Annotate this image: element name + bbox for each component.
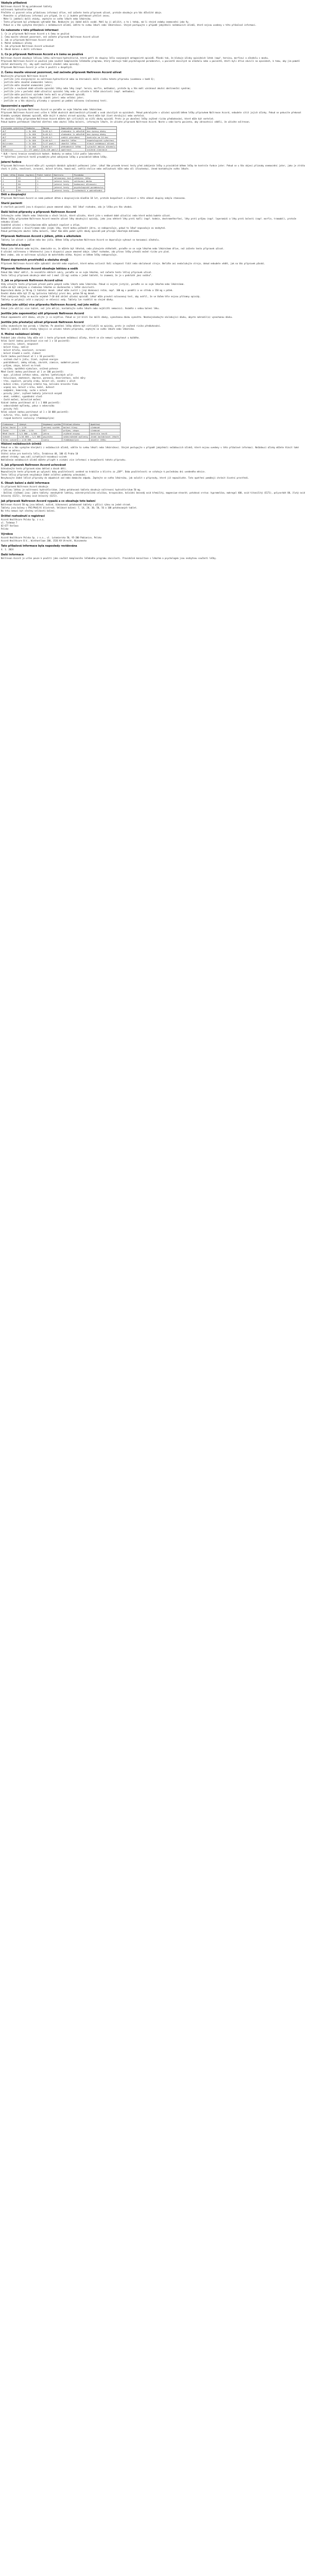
section-text: Přípravek Naltrexon Accord může způsobit závratě nebo ospalost, které mohou ovlivnit Vaši schopnost řídit nebo obsluhovat stroje. Neřiďte ani neobsluhujte stroje, dokud nebudete vědět, jak na Vás přípravek působí. <box>1 262 265 265</box>
table-cell: opatrnost <box>60 148 86 151</box>
table-cell: 0–40 U/l <box>42 130 60 133</box>
section-text: Accord Healthcare Polska Sp. z o.o. ul. Taśmowa 7 02-677 Varšava Polsko <box>1 518 45 530</box>
section-text: 4. 1. 2024 <box>1 548 14 551</box>
section-heading: 5. Jak přípravek Naltrexon Accord uchovávat <box>1 464 66 467</box>
table-cell: bez úpravy dávky <box>86 130 117 133</box>
table-cell: 1 <box>2 177 17 180</box>
table-cell: GIT <box>42 429 62 432</box>
table-cell: ihned kontaktovat lékaře <box>89 435 120 438</box>
table-cell: přehodnotit léčbu <box>60 145 86 148</box>
paragraph-gap <box>1 265 306 267</box>
paragraph-gap <box>1 543 306 544</box>
section-text: Uchovávejte tento přípravek mimo dohled a dosah dětí. Nepoužívejte tento přípravek po uplynutí doby použitelnosti uvedené na krabičce a blistru za „EXP“. Doba použitelnosti se vztahuje k poslednímu dni uvedeného měsíce. Tento léčivý přípravek nevyžaduje žádné zvláštní podmínky uchovávání. Nevyhazujte žádné léčivé přípravky do odpadních vod nebo domácího odpadu. Zeptejte se svého lékárníka, jak naložit s přípravky, které již nepoužíváte. Tato opatření pomáhají chránit životní prostředí. <box>1 467 249 479</box>
paragraph-gap <box>1 513 306 514</box>
table-cell: Velmi časté <box>2 426 18 429</box>
table-header-cell: Příklad účinku <box>62 423 89 426</box>
table-cell: 1/100 – 1/10 <box>18 429 42 432</box>
section-text: U starších pacientů jsou k dispozici pouze omezené údaje. Váš lékař rozhodne, zda je léčba pro Vás vhodná. <box>1 206 133 208</box>
table-header-cell: Frekvence <box>2 423 18 426</box>
section-text: Přípravek Naltrexon Accord se nemá podávat dětem a dospívajícím mladším 18 let, protože bezpečnost a účinnost u této věkové skupiny nebyla stanovena. <box>1 197 186 199</box>
section-heading: Starší pacienti <box>1 202 22 205</box>
table-cell: 12 <box>2 189 17 192</box>
section-text: Naltrexon Accord obsahuje léčivou látku naltrexon-hydrochlorid, která patří do skupiny léčiv nazývaných antagonisté opioidů. Působí tak, že blokuje účinky opioidních látek (např. heroinu, morfinu) a alkoholu v mozku. Přípravek Naltrexon Accord se používá jako součást komplexního léčebného programu, který zahrnuje také psychologické poradenství, u pacientů závislých na alkoholu nebo u pacientů, kteří byli dříve závislí na opioidech, k tomu, aby jim pomohl zůstat abstinenty (tj. aby opět neužívali alkohol nebo opioidy). Přípravek Naltrexon Accord je určen k použití u dospělých. <box>1 57 300 69</box>
section-heading: Jestliže jste přestal(a) užívat přípravek Naltrexon Accord <box>1 321 84 324</box>
paragraph-gap <box>1 159 306 160</box>
table-cell: 3–5× ULN <box>25 136 42 139</box>
section-heading: Výrobce <box>1 533 13 536</box>
table-cell: ALT <box>2 130 25 133</box>
table-cell: ukončit léčbu <box>60 139 86 142</box>
table-cell: 1/10 000 – 1/1 000 <box>18 435 42 438</box>
table-cell: sebevražedné myšlenky <box>62 435 89 438</box>
section-text: Přípravek Naltrexon Accord může při vysokých dávkách způsobit poškození jater. Lékař Vám provede krevní testy před zahájením léčby a pravidelně během léčby ke kontrole funkce jater. Pokud se u Vás objeví příznaky onemocnění jater, jako je ztráta chuti k jídlu, nevolnost, zvracení, bolest břicha, tmavá moč, světlá stolice nebo zežloutnutí kůže nebo očí (žloutenka), ihned kontaktujte svého lékaře. <box>1 164 306 170</box>
paragraph-gap <box>1 209 306 210</box>
table-cell: sledovat <box>89 426 120 429</box>
table-cell: udržovací dávka <box>73 180 105 183</box>
section-text: Tablety lze užívat s jídlem nebo bez jídla. Během léčby přípravkem Naltrexon Accord se doporučuje vyhnout se konzumaci alkoholu. <box>1 239 160 241</box>
table-header-cell: Týden léčby <box>2 174 17 177</box>
table-cell: > 2× ULN <box>25 142 42 145</box>
leaflet-page <box>0 0 307 563</box>
paragraph-gap <box>1 103 306 104</box>
leaflet-document <box>1 2 306 562</box>
section-heading: 3. Jak se přípravek Naltrexon Accord užívá <box>1 279 63 282</box>
section-heading: Jak přípravek Naltrexon Accord vypadá a co obsahuje toto balení <box>1 500 96 503</box>
section-heading: Další léčivé přípravky a přípravek Naltrexon Accord <box>1 211 76 214</box>
table-header-cell: Kontrola <box>53 174 73 177</box>
table-cell: rhabdomyolýza <box>62 438 89 442</box>
section-heading: Vázbyla příbalová <box>1 2 27 5</box>
section-text: Pokud Vám lékař sdělil, že nesnášíte některé cukry, poraďte se se svým lékařem, než začnete tento léčivý přípravek užívat. Tento léčivý přípravek obsahuje méně než 1 mmol (23 mg) sodíku v jedné tabletě, to znamená, že je v podstatě „bez sodíku“. <box>1 271 152 277</box>
table-cell: naloxonový test <box>53 177 73 180</box>
table-cell: AST <box>2 133 25 136</box>
table-cell: 1 <box>36 186 53 189</box>
table-cell: < 3× ULN <box>25 133 42 136</box>
section-heading: Přípravek Naltrexon Accord obsahuje laktózu a sodík <box>1 267 78 270</box>
section-text: Pokud jste těhotná nebo kojíte, domníváte se, že můžete být těhotná, nebo plánujete otěhotnět, poraďte se se svým lékařem nebo lékárníkem dříve, než začnete tento přípravek užívat. O užívání naltrexonu v těhotenství jsou k dispozici pouze omezené údaje. Lékař rozhodne, zda přínos léčby převáží možné riziko pro plod. Není známo, zda se naltrexon vylučuje do mateřského mléka. Kojení se během léčby nedoporučuje. <box>1 247 225 256</box>
table-cell: vyloučit abúzus alkoholu <box>86 145 117 148</box>
paragraph-gap <box>1 277 306 279</box>
paragraph-gap <box>1 171 306 172</box>
section-heading: Upozornění a opatření <box>1 105 33 108</box>
section-text: Naltrexon Accord 50 mg potahované tablety naltrexoni hydrochloridum Přečtěte si pozorně celou příbalovou informaci dříve, než začnete tento přípravek užívat, protože obsahuje pro Vás důležité údaje. - Ponechte si příbalovou informaci pro případ, že si ji budete potřebovat přečíst znovu. - Máte-li jakékoli další otázky, zeptejte se svého lékaře nebo lékárníka. - Tento přípravek byl předepsán výhradně Vám. Nedávejte jej žádné další osobě. Mohl by jí ublížit, a to i tehdy, má-li stejné známky onemocnění jako Vy. - Pokud se u Vás vyskytne kterýkoli z nežádoucích účinků, sdělte to svému lékaři nebo lékárníkovi. Stejně postupujte v případě jakýchkoli nežádoucích účinků, které nejsou uvedeny v této příbalové informaci. <box>1 5 257 26</box>
table-cell: zvýšené enzymy <box>62 432 89 435</box>
table-cell: hepatologické vyšetření <box>86 139 117 142</box>
table-cell: Vzácné <box>2 435 18 438</box>
table-header-cell: Výskyt <box>18 423 42 426</box>
section-heading: 4. Možné nežádoucí účinky <box>1 333 40 336</box>
paragraph-gap <box>1 462 306 463</box>
section-text: Podobně jako všechny léky může mít i tento přípravek nežádoucí účinky, které se ale nemusí vyskytnout u každého. Velmi časté (mohou postihnout více než 1 z 10 pacientů): - nervozita, úzkost, nespavost - bolest hlavy, neklid - bolest břicha, nevolnost, zvracení - bolest kloubů a svalů, slabost Časté (mohou postihnout až 1 z 10 pacientů): - snížená chuť k jídlu, žízeň, zvýšená energie - podrážděnost, změny nálady, závratě, zimnice, nadměrné pocení - průjem, zácpa, bolest na hrudi - vyrážka, opožděná ejakulace, snížená potence Méně časté (mohou postihnout až 1 ze 100 pacientů): - opar, plísňová infekce nohou, zduření lymfatických uzlin - halucinace, zmatenost, deprese, paranoia, dezorientace, noční můry - třes, ospalost, poruchy zraku, bolest očí, zvonění v uších - bušení srdce, zrychlený srdeční tep, kolísání krevního tlaku - ucpaný nos, bolest v krku, kašel, dušnost - nadýmání, hemoroidy, sucho v ústech - poruchy jater, zvýšené hodnoty jaterních enzymů - akné, svědění, vypadávání vlasů - časté močení, bolestivé močení Vzácné (mohou postihnout až 1 z 1 000 pacientů): - sebevražedné myšlenky, pokus o sebevraždu - poruchy řeči Velmi vzácné (mohou postihnout až 1 z 10 000 pacientů): - euforie, třes, kožní vyrážka - rozpad kosterní svaloviny (rhabdomyolýza) <box>1 336 140 419</box>
section-heading: 2. Čemu musíte věnovat pozornost, než začnete přípravek Naltrexon Accord užívat <box>1 71 122 74</box>
table-cell: ALT <box>2 136 25 139</box>
table-cell: sledovat <box>89 429 120 432</box>
table-header-cell: Orgánový systém <box>42 423 62 426</box>
table-cell: sledování 1× měsíčně <box>60 133 86 136</box>
paragraph-gap <box>1 331 306 332</box>
paragraph-gap <box>1 124 306 125</box>
table-header-cell: Doporučený postup <box>60 127 86 130</box>
table-header-cell: Hodnota <box>25 127 42 130</box>
paragraph-gap <box>1 551 306 553</box>
table-cell: 8 <box>2 186 17 189</box>
paragraph-gap <box>1 69 306 71</box>
table-cell: AST <box>2 139 25 142</box>
section-heading: Co naleznete v této příbalové informaci <box>1 29 59 32</box>
section-heading: 6. Obsah balení a další informace <box>1 482 50 485</box>
section-text: Naltrexon Accord 50 mg jsou béžové, oválné, bikonvexní potahované tablety s půlicí rýhou na jedné straně. Tablety jsou baleny v PVC/PVdC/Al blistrech. Velikost balení: 7, 14, 28, 30, 50, 56 a 100 potahovaných tablet. Na trhu nemusí být všechny velikosti balení. <box>1 503 138 512</box>
table-cell: jaterní testy <box>53 189 73 192</box>
table-header-cell: Poznámka <box>73 174 105 177</box>
section-text: * ULN – horní hranice normálních hodnot. Hodnoty se mohou lišit podle laboratoře. ** Vyšetření jaterních testů provádějte před zahájením léčby a pravidelně během léčby. <box>1 152 108 158</box>
data-table <box>1 173 105 192</box>
table-cell: > 3× ULN <box>25 145 42 148</box>
section-text: Vždy užívejte tento přípravek přesně podle pokynů svého lékaře nebo lékárníka. Pokud si nejste jistý(á), poraďte se se svým lékařem nebo lékárníkem. Léčba má být zahájena a sledována lékařem se zkušenostmi v léčbě závislostí. Doporučená dávka je 50 mg (1 tableta) denně. Lékař může zvolit i jiný dávkovací režim, např. 100 mg v pondělí a ve středu a 150 mg v pátek. Úvodní dávka může být 25 mg (polovina tablety) první den, potom 50 mg denně. Před zahájením léčby se musíte nejméně 7–10 dnů zdržet užívání opioidů. Lékař může provést naloxonový test, aby ověřil, že ve Vašem těle nejsou přítomny opioidy. Tablety se polykají celé a zapíjejí se sklenicí vody. Tablety lze rozdělit na stejné dávky. <box>1 283 201 301</box>
section-heading: Hlášení nežádoucích účinků <box>1 443 42 446</box>
section-heading: Přípravek Naltrexon Accord s jídlem, pitím a alkoholem <box>1 235 81 238</box>
paragraph-gap <box>1 51 306 53</box>
table-header-cell: Poznámka <box>86 127 117 130</box>
table-cell: Kreatinin <box>2 148 25 151</box>
section-heading: Děti a dospívající <box>1 193 26 196</box>
table-cell: jaterní testy <box>53 186 73 189</box>
paragraph-gap <box>1 310 306 312</box>
paragraph-gap <box>1 560 306 562</box>
table-cell: Bilirubin <box>2 142 25 145</box>
paragraph-gap <box>1 420 306 421</box>
section-heading: Tato příbalová informace byla naposledy revidována <box>1 545 77 548</box>
table-header-cell: Opatření <box>89 423 120 426</box>
table-cell: 1/1 000 – 1/100 <box>18 432 42 435</box>
table-header-cell: Norma <box>42 127 60 130</box>
table-cell: 0–40 U/l <box>42 139 60 142</box>
table-cell: Méně časté <box>2 432 18 435</box>
table-cell: 3–17 µmol/l <box>42 142 60 145</box>
table-cell: Velmi vzácné <box>2 438 18 442</box>
section-heading: Jestliže jste zapomněl(a) užít přípravek Naltrexon Accord <box>1 312 84 315</box>
table-cell: jaterní testy <box>53 180 73 183</box>
table-cell: > 177 µmol/l <box>25 148 42 151</box>
table-cell: 0–40 U/l <box>42 133 60 136</box>
table-cell: rozhodnutí o pokračování <box>73 189 105 192</box>
table-cell: hlásit nežádoucí účinek <box>86 142 117 145</box>
paragraph-gap <box>1 257 306 258</box>
table-cell: 1/2 <box>36 177 53 180</box>
section-text: Léčbu neukončujte bez porady s lékařem. Po ukončení léčby můžete být citlivější na opioidy, proto je zvýšené riziko předávkování. Máte-li jakékoli další otázky týkající se užívání tohoto přípravku, zeptejte se svého lékaře nebo lékárníka. <box>1 325 161 330</box>
table-cell: 0–60 U/l <box>42 145 60 148</box>
section-heading: Jestliže jste užil(a) více přípravku Naltrexon Accord, než jste měl(a) <box>1 303 99 307</box>
table-cell: > 5× ULN <box>25 139 42 142</box>
table-cell: 1 <box>36 180 53 183</box>
section-heading: Jaterní funkce <box>1 161 22 164</box>
table-cell: bolest hlavy <box>62 426 89 429</box>
data-table <box>1 422 121 442</box>
section-heading: Držitel rozhodnutí o registraci <box>1 515 45 518</box>
section-heading: Další informace <box>1 553 24 556</box>
table-cell: zahájení léčby <box>73 177 105 180</box>
table-cell: 50 <box>17 183 36 186</box>
section-text: Pokud se u Vás vyskytne kterýkoli z nežádoucích účinků, sdělte to svému lékaři nebo lékárníkovi. Stejně postupujte v případě jakýchkoli nežádoucích účinků, které nejsou uvedeny v této příbalové informaci. Nežádoucí účinky můžete hlásit také přímo na adresu: Státní ústav pro kontrolu léčiv, Šrobárova 48, 100 41 Praha 10 webové stránky: www.sukl.cz/nahlasit-nezadouci-ucinek Nahlášením nežádoucích účinků můžete přispět k získání více informací o bezpečnosti tohoto přípravku. <box>1 446 299 461</box>
table-cell: < 1/10 000 <box>18 438 42 442</box>
table-header-cell: Počet tablet <box>36 174 53 177</box>
table-cell: kontrola testů <box>89 432 120 435</box>
section-text: Neužívejte přípravek Naltrexon Accord - jestliže jste alergický(á) na naltrexon-hydrochlorid nebo na kteroukoli další složku tohoto přípravku (uvedenou v bodě 6); - jestliže máte závažné onemocnění ledvin; - jestliže máte závažné onemocnění jater; - jestliže v současné době užíváte opioidní látky nebo léky (např. heroin, morfin, methadon), protože by u Vás mohl vzniknout akutní abstinenční syndrom; - jestliže jste v poslední době užíval(a) opioidní léky nebo je užíváte k léčbě závislosti (např. methadon); - jestliže máte pozitivní výsledek testu moči na přítomnost opioidů; - jestliže máte akutní hepatitidu (zánět jater) nebo selhání jater; - jestliže se u Vás objevily příznaky z vysazení po podání naloxonu (naloxonový test). <box>1 75 191 102</box>
table-cell: bez úpravy dávky <box>86 133 117 136</box>
paragraph-gap <box>1 233 306 234</box>
table-cell: 1 <box>36 183 53 186</box>
table-cell: 2 <box>2 180 17 183</box>
table-cell: průjem, zácpa <box>62 429 89 432</box>
table-cell: 25 <box>17 177 36 180</box>
table-cell: Časté <box>2 429 18 432</box>
section-text: Pokud jste užil(a) více tablet, než jste měl(a), kontaktujte svého lékaře nebo nejbližší nemocnici. Vezměte s sebou balení léku. <box>1 307 160 310</box>
table-header-cell: Výsledek vyšetření <box>2 127 25 130</box>
table-cell: psychologické poradenství <box>73 186 105 189</box>
section-heading: Těhotenství a kojení <box>1 244 30 247</box>
table-cell: 1 <box>36 189 53 192</box>
table-cell: snížená clearance <box>86 148 117 151</box>
table-cell: 0–40 U/l <box>42 136 60 139</box>
table-cell: ukončit léčbu <box>89 438 120 442</box>
table-cell: hodnocení účinnosti <box>73 183 105 186</box>
table-cell: sledování 1× měsíčně <box>60 130 86 133</box>
section-text: 1. Co je přípravek Naltrexon Accord a k čemu se používá 2. Čemu musíte věnovat pozornost, než začnete přípravek Naltrexon Accord užívat 3. Jak se přípravek Naltrexon Accord užívá 4. Možné nežádoucí účinky 5. Jak přípravek Naltrexon Accord uchovávat 6. Obsah balení a další informace <box>1 32 99 50</box>
data-table <box>1 126 117 151</box>
section-text: Pokud zapomenete užít dávku, užijte ji co nejdříve. Pokud se již blíží čas další dávky, vynechanou dávku vynechte. Nezdvojnásobujte následující dávku, abyste nahradil(a) vynechanou dávku. <box>1 316 233 318</box>
table-cell: 44–110 µmol/l <box>42 148 60 151</box>
table-cell: 50 <box>17 180 36 183</box>
section-text: Před užitím přípravku Naltrexon Accord se poraďte se svým lékařem nebo lékárníkem. Přípravek Naltrexon Accord není určen k léčbě akutních abstinenčních příznaků u osob závislých na opioidech. Pokud pokračujete v užívání opioidů během léčby přípravkem Naltrexon Accord, nebudete cítit jejich účinky. Pokud se pokusíte překonat blokádu vysokými dávkami opioidů, může dojít k akutní otravě opioidy, která může být život ohrožující nebo smrtelná. Po ukončení léčby přípravkem Naltrexon Accord můžete být citlivější na nižší dávky opioidů. Proto je po ukončení léčby zvýšené riziko předávkování, které může být smrtelné. Pokud budete potřebovat lékařské ošetření nebo akutní léčbu bolesti, informujte lékaře, že užíváte přípravek Naltrexon Accord. Noste u sebe kartu pacienta, aby zdravotníci věděli, že užíváte naltrexon. <box>1 108 301 123</box>
table-row <box>2 189 105 192</box>
table-cell: 50 <box>17 189 36 192</box>
section-heading: 1. Co je přípravek Naltrexon Accord a k čemu se používá <box>1 53 83 56</box>
section-heading: Řízení dopravních prostředků a obsluha strojů <box>1 259 68 262</box>
table-cell: psychika <box>42 435 62 438</box>
table-cell: zvážit přerušení <box>60 136 86 139</box>
paragraph-gap <box>1 498 306 499</box>
section-text: Co přípravek Naltrexon Accord obsahuje - Léčivou látkou je naltrexoni hydrochloridum. Jedna potahovaná tableta obsahuje naltrexoni hydrochloridum 50 mg. - Dalšími složkami jsou: jádro tablety: monohydrát laktózy, mikrokrystalická celulóza, krospovidon, koloidní bezvodý oxid křemičitý, magnesium-stearát; potahová vrstva: hypromelóza, makrogol 400, oxid titaničitý (E171), polysorbát 80, žlutý oxid železitý (E172), červený oxid železitý (E172). <box>1 485 305 497</box>
table-cell: ukončit léčbu <box>60 142 86 145</box>
table-cell: játra <box>42 432 62 435</box>
section-text: Informujte svého lékaře nebo lékárníka o všech lécích, které užíváte, které jste v nedávné době užíval(a) nebo které možná budete užívat. Během léčby přípravkem Naltrexon Accord nesmíte užívat léky obsahující opioidy, jako jsou některé léky proti kašli (např. kodein, dextromethorfan), léky proti průjmu (např. loperamid) a léky proti bolesti (např. morfin, tramadol), protože nebudou účinné. Souběžné užívání s thioridazinem může způsobit ospalost a útlum. Souběžné užívání s disulfiramem nebo jinými léky, které mohou poškodit játra, se nedoporučuje, pokud to lékař nepovažuje za nezbytné. Pokud potřebujete akutní léčbu bolesti, lékař Vám může podat vyšší dávky opioidů pod přísným lékařským dohledem. <box>1 214 297 232</box>
table-cell: 50 <box>17 186 36 189</box>
table-header-cell: Dávka (mg/den) <box>17 174 36 177</box>
paragraph-gap <box>1 27 306 28</box>
table-cell: jaterní testy <box>53 183 73 186</box>
table-cell: kontrola za 14 dní <box>86 136 117 139</box>
paragraph-gap <box>1 480 306 481</box>
table-cell: < 3× ULN <box>25 130 42 133</box>
table-cell: GMT <box>2 145 25 148</box>
paragraph-gap <box>1 200 306 201</box>
section-text: Naltrexon Accord je určen pouze k použití jako součást komplexního léčebného programu závislosti. Pravidelné konzultace s lékařem a psychologem jsou nezbytnou součástí léčby. <box>1 557 217 560</box>
paragraph-gap <box>1 319 306 320</box>
table-row <box>2 438 121 442</box>
table-cell: 4 <box>2 183 17 186</box>
table-cell: > 1/10 <box>18 426 42 429</box>
table-cell: svaly <box>42 438 62 442</box>
table-row <box>2 148 117 151</box>
paragraph-gap <box>1 531 306 532</box>
section-text: Accord Healthcare Polska Sp. z o.o., ul. Lutomierska 50, 95-200 Pabianice, Polsko Accord Healthcare B.V., Winthontlaan 200, 3526 KV Utrecht, Nizozemsko <box>1 536 102 542</box>
paragraph-gap <box>1 301 306 303</box>
table-cell: nervový systém <box>42 426 62 429</box>
paragraph-gap <box>1 242 306 243</box>
